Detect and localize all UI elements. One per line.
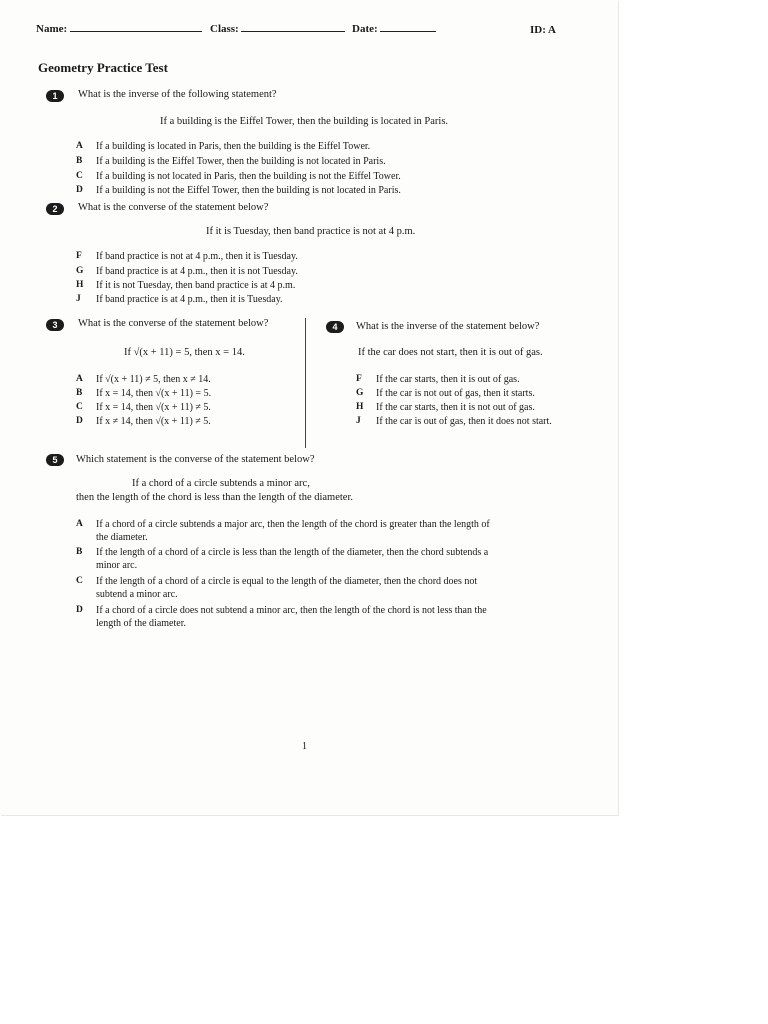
question-2-statement: If it is Tuesday, then band practice is not at 4 p.m.	[206, 226, 416, 237]
question-4-text: What is the inverse of the statement below?	[356, 321, 540, 332]
option-text: If x = 14, then √(x + 11) ≠ 5.	[96, 402, 211, 413]
option-letter: D	[76, 605, 83, 615]
answer-option[interactable]	[356, 401, 576, 414]
option-letter: H	[76, 280, 84, 290]
answer-option[interactable]	[76, 155, 496, 168]
question-5-statement-line2: then the length of the chord is less than the length of the diameter.	[76, 492, 354, 503]
option-text: If x = 14, then √(x + 11) = 5.	[96, 388, 212, 399]
date-blank	[380, 22, 436, 32]
option-text: If band practice is at 4 p.m., then it is Tuesday.	[96, 294, 283, 305]
answer-option[interactable]	[76, 546, 496, 572]
question-number-badge: 5	[46, 454, 64, 466]
name-field	[36, 22, 202, 35]
option-letter: C	[76, 402, 83, 412]
option-text: If the length of a chord of a circle is equal to the length of the diameter, then the chord does not subtend a minor arc.	[96, 576, 478, 600]
answer-option[interactable]	[76, 170, 496, 183]
answer-option[interactable]	[76, 250, 396, 263]
question-3-text: What is the converse of the statement below?	[78, 318, 269, 329]
answer-option[interactable]	[76, 387, 296, 400]
option-letter: J	[356, 416, 361, 426]
question-number-badge: 2	[46, 203, 64, 215]
answer-option[interactable]	[76, 184, 496, 197]
option-text: If x ≠ 14, then √(x + 11) ≠ 5.	[96, 416, 211, 427]
option-letter: A	[76, 519, 83, 529]
answer-option[interactable]	[76, 575, 496, 601]
option-text: If the car is not out of gas, then it starts.	[376, 388, 535, 399]
option-letter: A	[76, 141, 83, 151]
question-4-statement: If the car does not start, then it is out of gas.	[358, 347, 543, 358]
answer-option[interactable]	[76, 265, 396, 278]
question-3-statement: If √(x + 11) = 5, then x = 14.	[124, 347, 245, 358]
page-title: Geometry Practice Test	[38, 60, 168, 75]
option-letter: G	[76, 266, 84, 276]
option-text: If it is not Tuesday, then band practice is at 4 p.m.	[96, 280, 296, 291]
name-label: Name:	[36, 23, 68, 35]
option-text: If the length of a chord of a circle is less than the length of the diameter, then the chord subtends a minor arc.	[96, 547, 489, 571]
question-number-badge: 4	[326, 321, 344, 333]
answer-option[interactable]	[356, 373, 576, 386]
answer-option[interactable]	[76, 140, 496, 153]
question-1-statement: If a building is the Eiffel Tower, then the building is located in Paris.	[160, 116, 449, 127]
option-letter: C	[76, 576, 83, 586]
option-text: If the car starts, then it is not out of gas.	[376, 402, 535, 413]
question-5-statement-line1: If a chord of a circle subtends a minor arc,	[132, 478, 310, 489]
option-letter: J	[76, 294, 81, 304]
option-text: If a building is not the Eiffel Tower, then the building is not located in Paris.	[96, 185, 401, 196]
option-letter: B	[76, 547, 83, 557]
class-blank	[241, 22, 345, 32]
option-text: If a building is located in Paris, then the building is the Eiffel Tower.	[96, 141, 371, 152]
option-letter: H	[356, 402, 364, 412]
option-text: If the car is out of gas, then it does not start.	[376, 416, 552, 427]
option-text: If a building is not located in Paris, then the building is not the Eiffel Tower.	[96, 171, 401, 182]
option-text: If a chord of a circle does not subtend a minor arc, then the length of the chord is not less than the length of the diameter.	[96, 605, 487, 629]
option-letter: D	[76, 416, 83, 426]
option-text: If a building is the Eiffel Tower, then the building is not located in Paris.	[96, 156, 386, 167]
question-5-text: Which statement is the converse of the statement below?	[76, 454, 315, 465]
answer-option[interactable]	[356, 415, 576, 443]
class-label: Class:	[210, 23, 239, 35]
answer-option[interactable]	[356, 387, 576, 400]
answer-option[interactable]	[76, 518, 496, 544]
option-text: If band practice is not at 4 p.m., then it is Tuesday.	[96, 251, 298, 262]
question-2-text: What is the converse of the statement below?	[78, 202, 269, 213]
option-text: If the car starts, then it is out of gas.	[376, 374, 520, 385]
answer-option[interactable]	[76, 401, 296, 414]
option-letter: B	[76, 156, 83, 166]
test-id: ID: A	[530, 24, 556, 36]
date-label: Date:	[352, 23, 378, 35]
option-letter: C	[76, 171, 83, 181]
option-text: If √(x + 11) ≠ 5, then x ≠ 14.	[96, 374, 211, 385]
class-field	[210, 22, 345, 35]
option-letter: A	[76, 374, 83, 384]
option-letter: F	[76, 251, 82, 261]
answer-option[interactable]	[76, 279, 396, 292]
answer-option[interactable]	[76, 415, 296, 428]
answer-option[interactable]	[76, 293, 396, 306]
option-letter: G	[356, 388, 364, 398]
option-text: If a chord of a circle subtends a major arc, then the length of the chord is greater than the length of the diameter.	[96, 519, 490, 543]
column-divider	[305, 318, 306, 448]
answer-option[interactable]	[76, 373, 296, 386]
question-number-badge: 3	[46, 319, 64, 331]
page-number: 1	[302, 741, 307, 752]
option-text: If band practice is at 4 p.m., then it is not Tuesday.	[96, 266, 298, 277]
answer-option[interactable]	[76, 604, 496, 630]
option-letter: B	[76, 388, 83, 398]
name-blank	[70, 22, 202, 32]
question-1-text: What is the inverse of the following statement?	[78, 89, 277, 100]
date-field	[352, 22, 436, 35]
question-number-badge: 1	[46, 90, 64, 102]
option-letter: D	[76, 185, 83, 195]
option-letter: F	[356, 374, 362, 384]
